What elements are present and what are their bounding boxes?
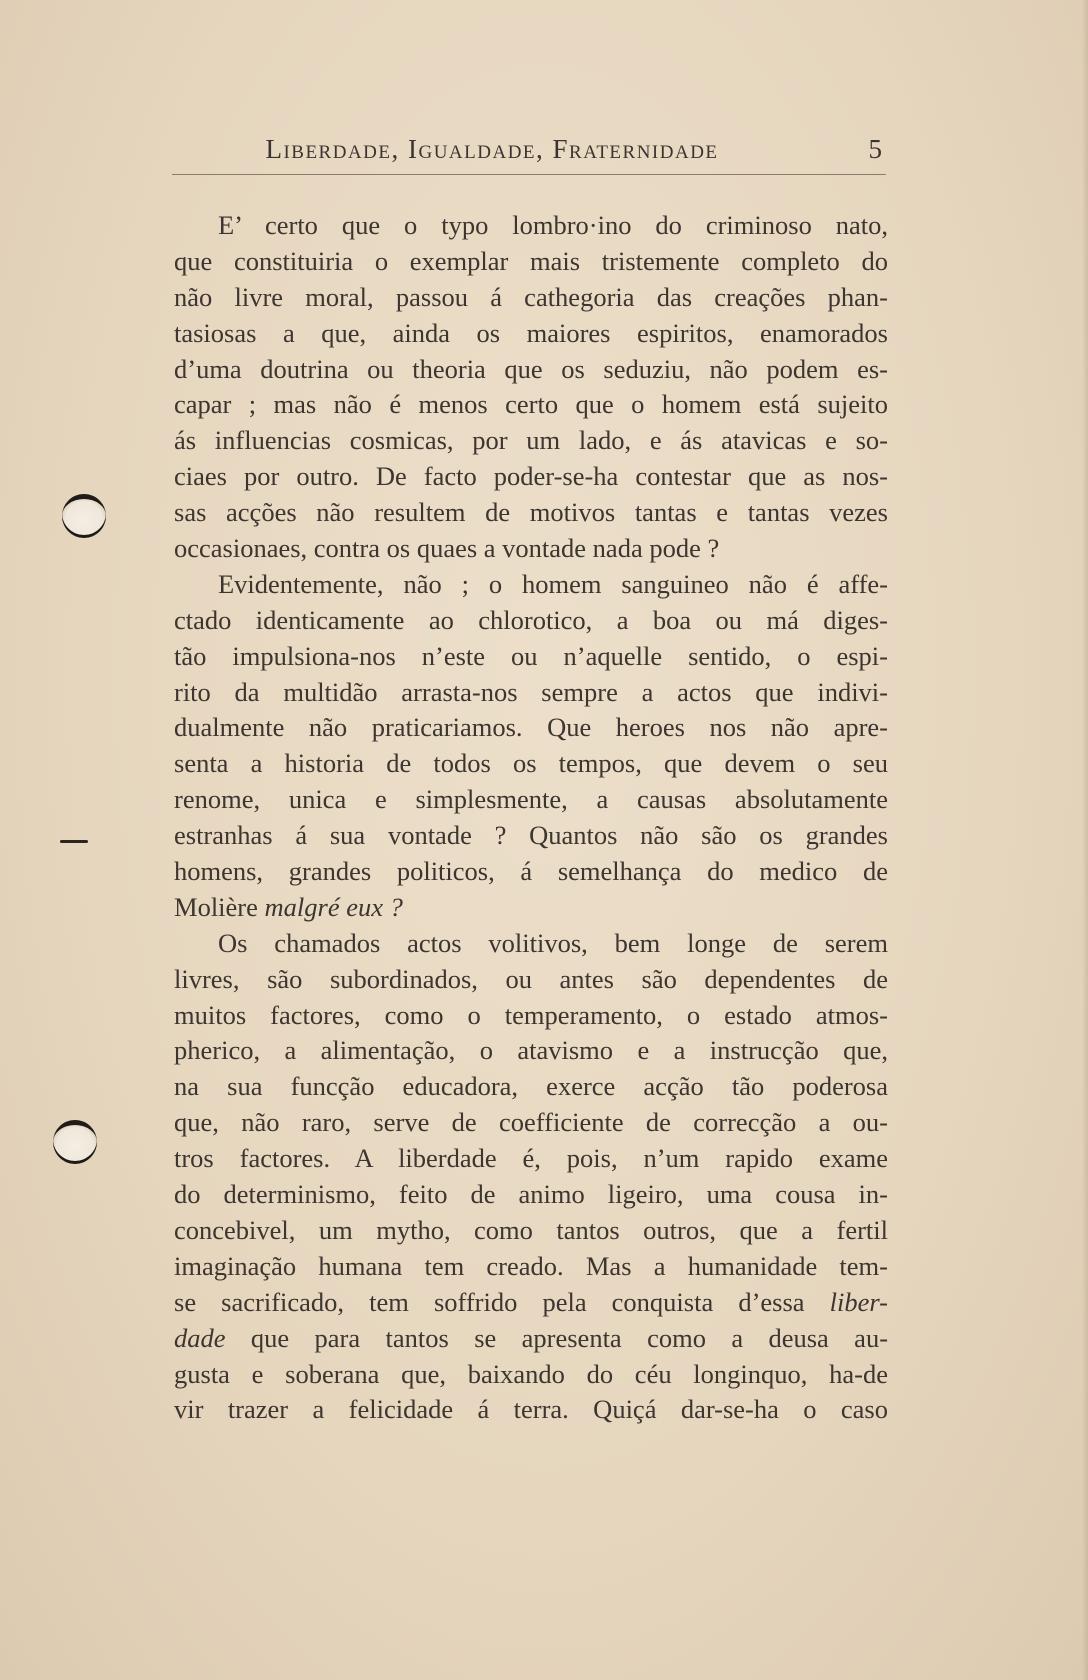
text-line: que, não raro, serve de coefficiente de correcção a ou- — [174, 1107, 888, 1138]
text-line: homens, grandes politicos, á semelhança do medico de — [174, 856, 888, 887]
text-line: concebivel, um mytho, como tantos outros, que a fertil — [174, 1214, 888, 1245]
text-line: dualmente não praticariamos. Que heroes nos não apre- — [174, 712, 888, 743]
ink-speck — [60, 840, 88, 843]
binding-hole-lower — [53, 1120, 97, 1164]
text-line: não livre moral, passou á cathegoria das creações phan- — [174, 281, 888, 312]
text-line: que constituiria o exemplar mais tristemente completo do — [174, 245, 888, 276]
text-fragment: se sacrificado, tem soffrido pela conquista d’essa — [174, 1286, 805, 1317]
page-edge-shadow — [1082, 0, 1088, 1680]
text-line: tão impulsiona-nos n’este ou n’aquelle sentido, o espi- — [174, 640, 888, 671]
text-line: vir trazer a felicidade á terra. Quiçá dar-se-ha o caso — [174, 1394, 888, 1425]
text-line: ás influencias cosmicas, por um lado, e ás atavicas e so- — [174, 425, 888, 456]
running-head: Liberdade, Igualdade, Fraternidade — [265, 134, 719, 164]
italic-phrase: malgré eux ? — [264, 891, 403, 922]
text-fragment: Molière — [174, 891, 258, 922]
page-number: 5 — [868, 134, 882, 164]
text-line: Os chamados actos volitivos, bem longe de serem — [218, 927, 888, 958]
binding-hole-upper — [62, 494, 106, 538]
text-line: gusta e soberana que, baixando do céu longinquo, ha-de — [174, 1358, 888, 1389]
text-line — [174, 1321, 888, 1357]
text-line: estranhas á sua vontade ? Quantos não são os grandes — [174, 820, 888, 851]
text-line: senta a historia de todos os tempos, que devem o seu — [174, 748, 888, 779]
text-line: occasionaes, contra os quaes a vontade nada pode ? — [174, 533, 720, 564]
text-line: do determinismo, feito de animo ligeiro, uma cousa in- — [174, 1179, 888, 1210]
text-line: rito da multidão arrasta-nos sempre a actos que indivi- — [174, 676, 888, 707]
text-line: sas acções não resultem de motivos tantas e tantas vezes — [174, 497, 888, 528]
italic-word: dade — [174, 1322, 226, 1353]
text-line: tasiosas a que, ainda os maiores espiritos, enamorados — [174, 317, 888, 348]
page-header — [172, 134, 886, 174]
text-line: livres, são subordinados, ou antes são dependentes de — [174, 963, 888, 994]
italic-word: liber- — [829, 1286, 889, 1317]
text-line: pherico, a alimentação, o atavismo e a instrucção que, — [174, 1035, 888, 1066]
text-line: tros factores. A liberdade é, pois, n’um rapido exame — [174, 1143, 888, 1174]
text-line — [174, 1285, 888, 1321]
text-line: Evidentemente, não ; o homem sanguineo não é affe- — [218, 568, 888, 599]
text-line: imaginação humana tem creado. Mas a humanidade tem- — [174, 1250, 888, 1281]
text-fragment: que para tantos se apresenta como a deusa au- — [250, 1322, 889, 1353]
text-line: renome, unica e simplesmente, a causas absolutamente — [174, 784, 888, 815]
text-line: na sua funcção educadora, exerce acção tão poderosa — [174, 1071, 888, 1102]
text-line: ctado identicamente ao chlorotico, a boa ou má diges- — [174, 604, 888, 635]
text-line: E’ certo que o typo lombro·ino do criminoso nato, — [218, 210, 888, 240]
header-rule — [172, 174, 886, 175]
text-line: muitos factores, como o temperamento, o estado atmos- — [174, 999, 888, 1030]
text-line: d’uma doutrina ou theoria que os seduziu, não podem es- — [174, 353, 888, 384]
text-line — [174, 890, 888, 926]
body-text — [174, 208, 888, 1428]
text-line: ciaes por outro. De facto poder-se-ha contestar que as nos- — [174, 461, 888, 492]
text-line: capar ; mas não é menos certo que o homem está sujeito — [174, 389, 888, 420]
